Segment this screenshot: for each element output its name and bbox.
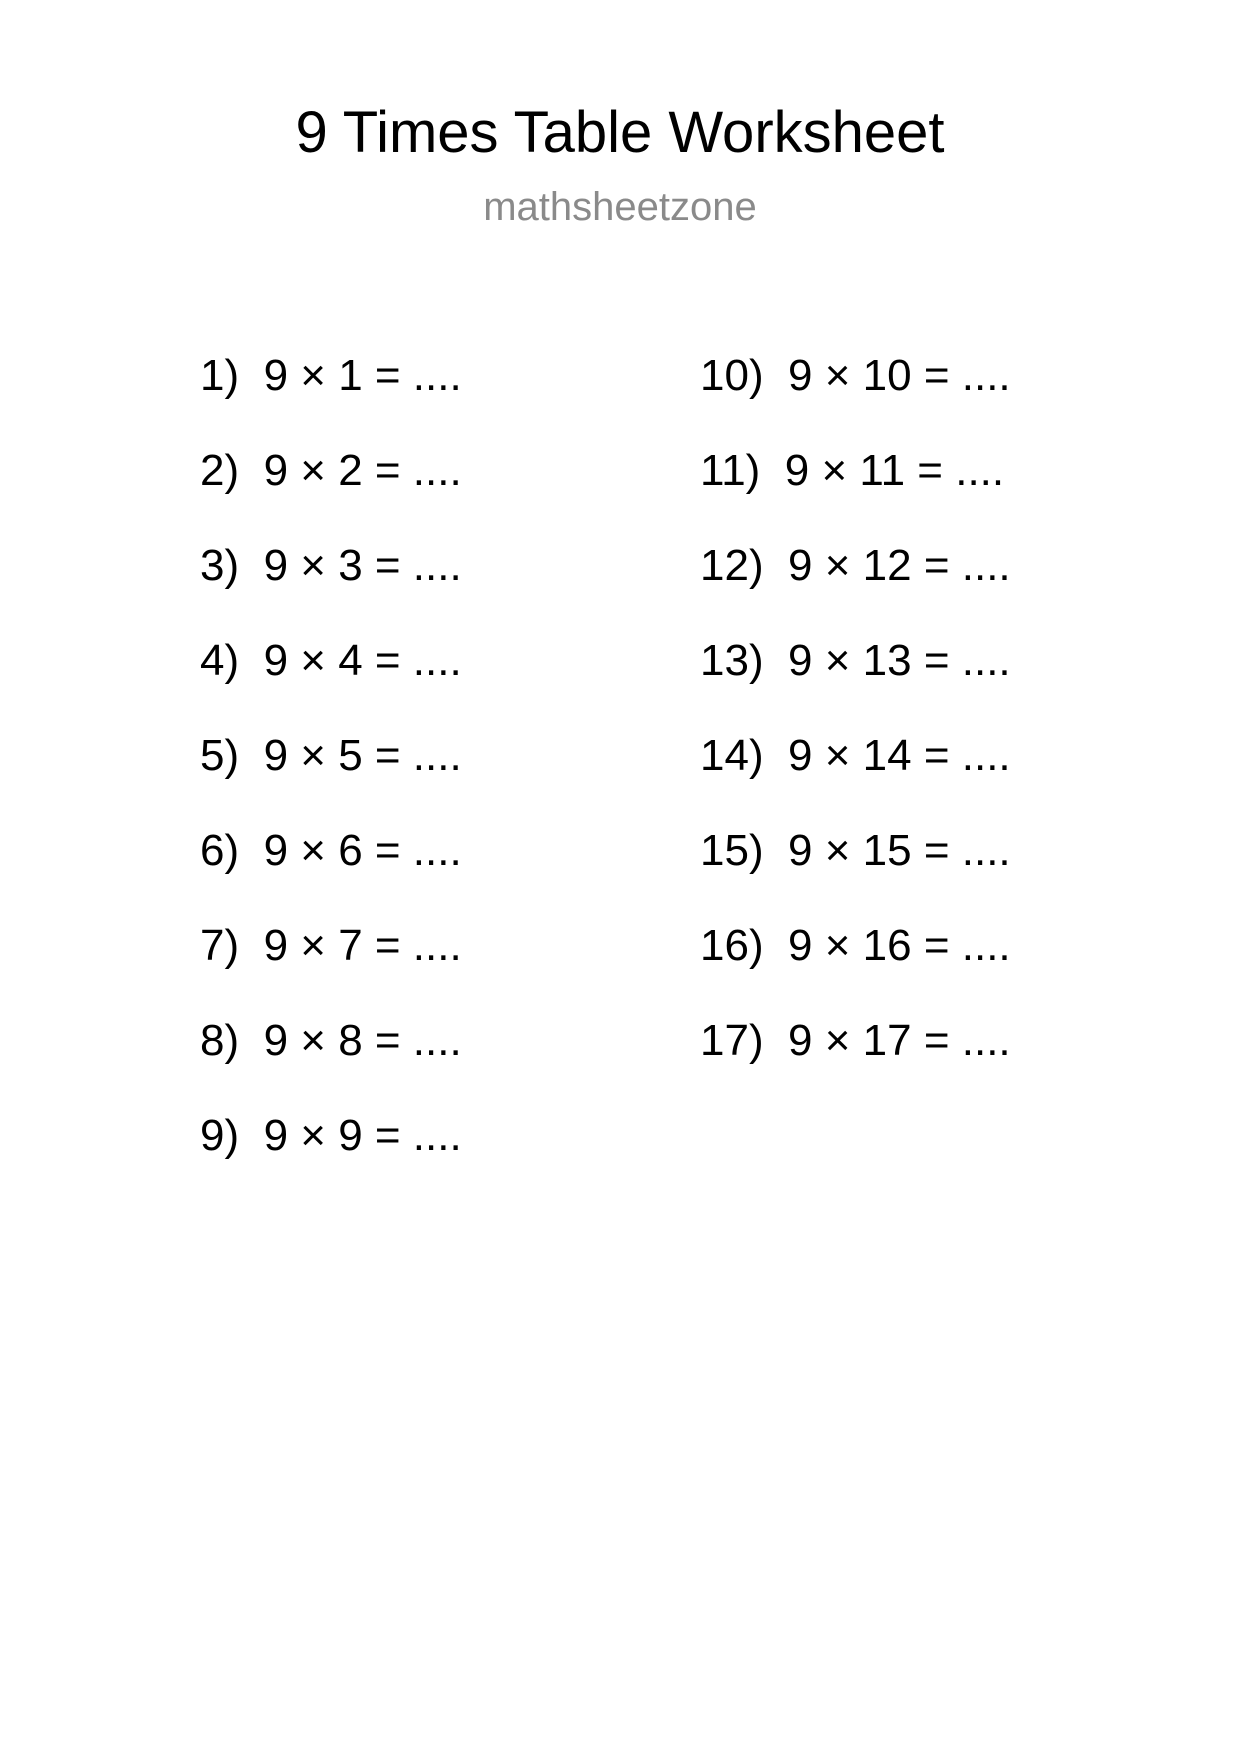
worksheet-title: 9 Times Table Worksheet [295,100,945,165]
problem-12: 12) 9 × 12 = .... [700,541,1011,590]
worksheet-subtitle: mathsheetzone [483,185,757,229]
problem-2: 2) 9 × 2 = .... [200,446,462,495]
problem-17: 17) 9 × 17 = .... [700,1016,1011,1065]
problem-8: 8) 9 × 8 = .... [200,1016,462,1065]
problem-14: 14) 9 × 14 = .... [700,731,1011,780]
problem-16: 16) 9 × 16 = .... [700,921,1011,970]
problem-7: 7) 9 × 7 = .... [200,921,462,970]
problem-column-left [200,350,462,1205]
problem-11: 11) 9 × 11 = .... [700,446,1005,495]
problem-10: 10) 9 × 10 = .... [700,351,1011,400]
problem-4: 4) 9 × 4 = .... [200,636,462,685]
problem-6: 6) 9 × 6 = .... [200,826,462,875]
problem-column-right [700,350,1011,1110]
problem-13: 13) 9 × 13 = .... [700,636,1011,685]
problem-5: 5) 9 × 5 = .... [200,731,462,780]
problem-1: 1) 9 × 1 = .... [200,351,462,400]
problem-9: 9) 9 × 9 = .... [200,1111,462,1160]
problem-3: 3) 9 × 3 = .... [200,541,462,590]
problem-15: 15) 9 × 15 = .... [700,826,1011,875]
